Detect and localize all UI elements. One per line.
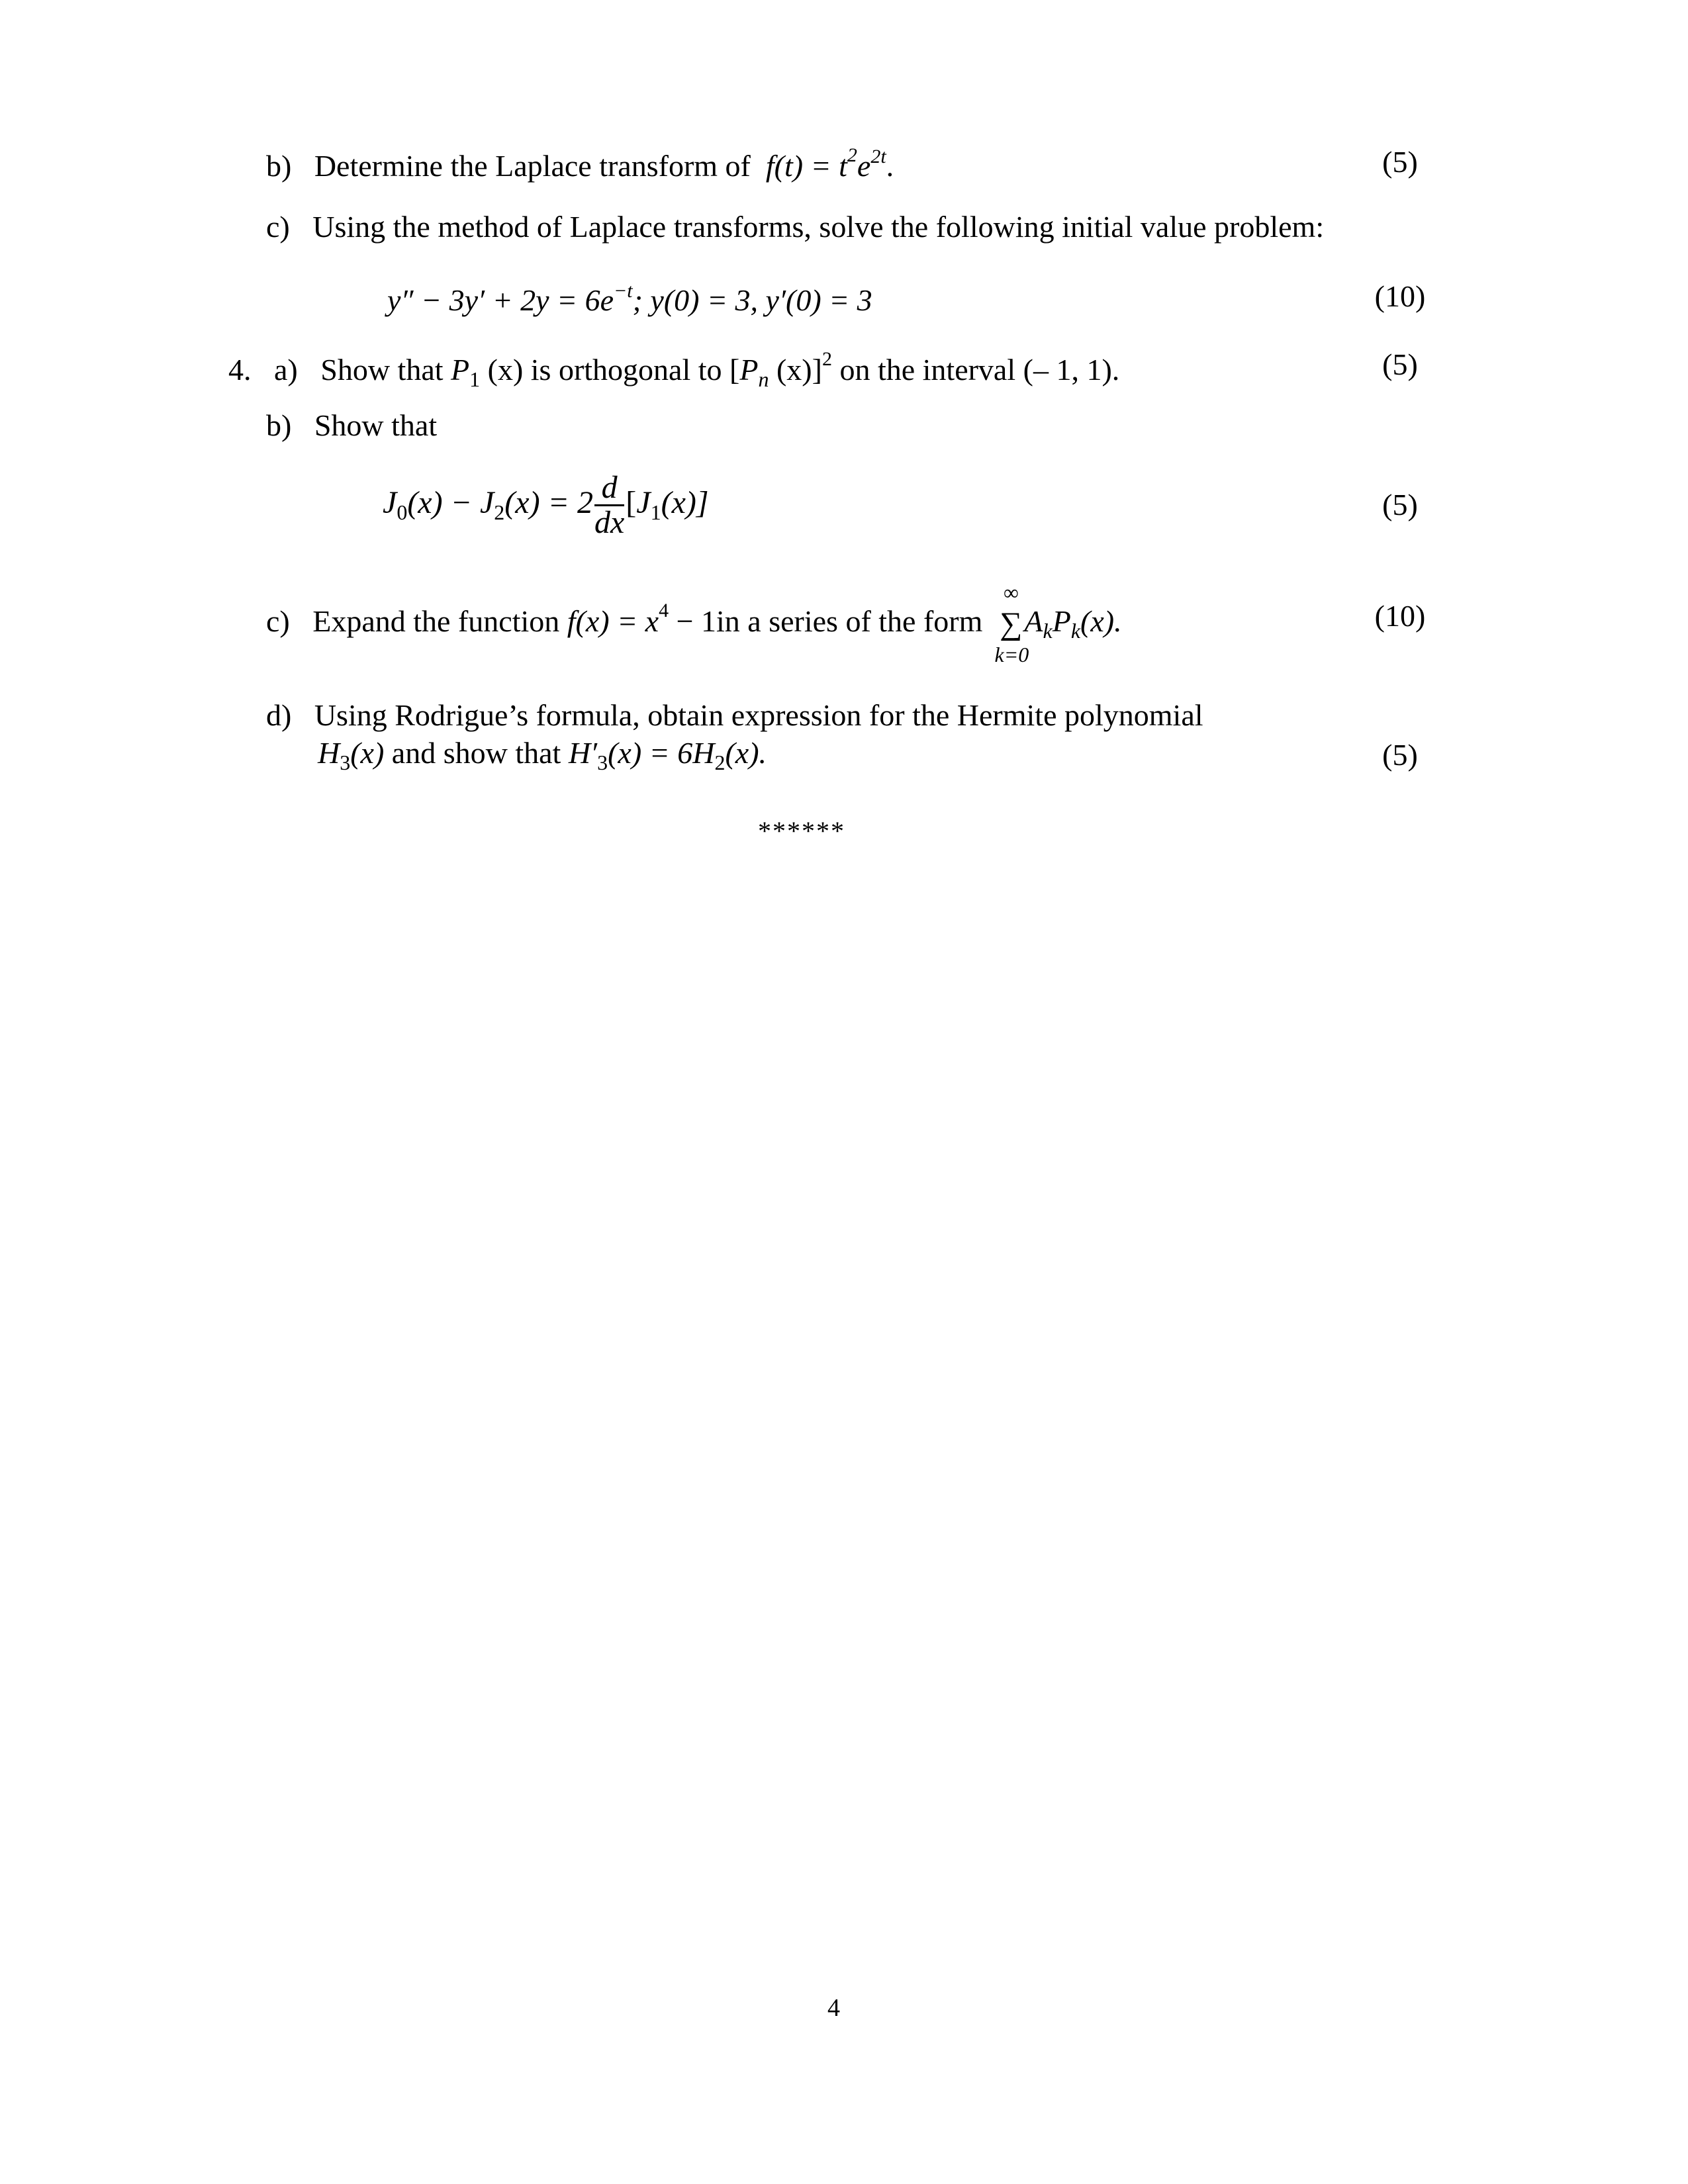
question-label: b)	[266, 408, 292, 442]
marks-3b: (5)	[1382, 145, 1418, 179]
question-label: c)	[266, 604, 290, 638]
marks-4b: (5)	[1382, 488, 1418, 522]
question-text: Using the method of Laplace transforms, solve the following initial value problem:	[312, 210, 1325, 244]
question-4a: 4. a) Show that $P_1$ (x) is orthogonal to [$P_n$ (x)]$^2$ on the interval (– 1, 1).	[228, 348, 1120, 391]
summation: ∞ ∑ k=0	[994, 580, 1029, 667]
derivative-fraction: $\frac{d}{dx}$	[594, 470, 625, 541]
marks-4d: (5)	[1382, 738, 1418, 772]
question-4d: d) Using Rodrigue’s formula, obtain expression for the Hermite polynomial	[266, 698, 1203, 732]
marks-4c: (10)	[1374, 599, 1426, 633]
question-label: b)	[266, 149, 292, 183]
question-4b	[266, 410, 437, 441]
bessel-identity: $J_0(x) - J_2(x) = 2$ $\frac{d}{dx}$ $[J_1(x)]$	[383, 470, 709, 541]
marks-3c: (10)	[1374, 279, 1426, 313]
question-number: 4.	[228, 353, 252, 387]
question-text: Show that	[314, 408, 438, 442]
marks-4a: (5)	[1382, 347, 1418, 381]
question-4d-line2: $H_3(x)$ and show that $H'_3(x) = 6H_2(x)$.	[318, 736, 767, 774]
end-marker: ******	[758, 816, 845, 846]
question-3b	[266, 146, 894, 181]
question-label: c)	[266, 210, 290, 244]
question-4c: c) Expand the function $f(x) = x^4 - 1in$ a series of the form ∞ ∑ k=0 $A_kP_k(x)$.	[266, 580, 1122, 667]
page-number: 4	[827, 1994, 840, 2022]
question-label: d)	[266, 698, 292, 732]
ivp-equation: $y'' - 3y' + 2y = 6e^{-t}$; y(0) = 3, y′(0) = 3	[387, 280, 872, 317]
question-text: Determine the Laplace transform of	[314, 149, 751, 183]
question-label: a)	[274, 353, 298, 387]
question-3c	[266, 212, 1324, 242]
math-expression: $f(t) = t^2e^{2t}$.	[765, 144, 894, 183]
